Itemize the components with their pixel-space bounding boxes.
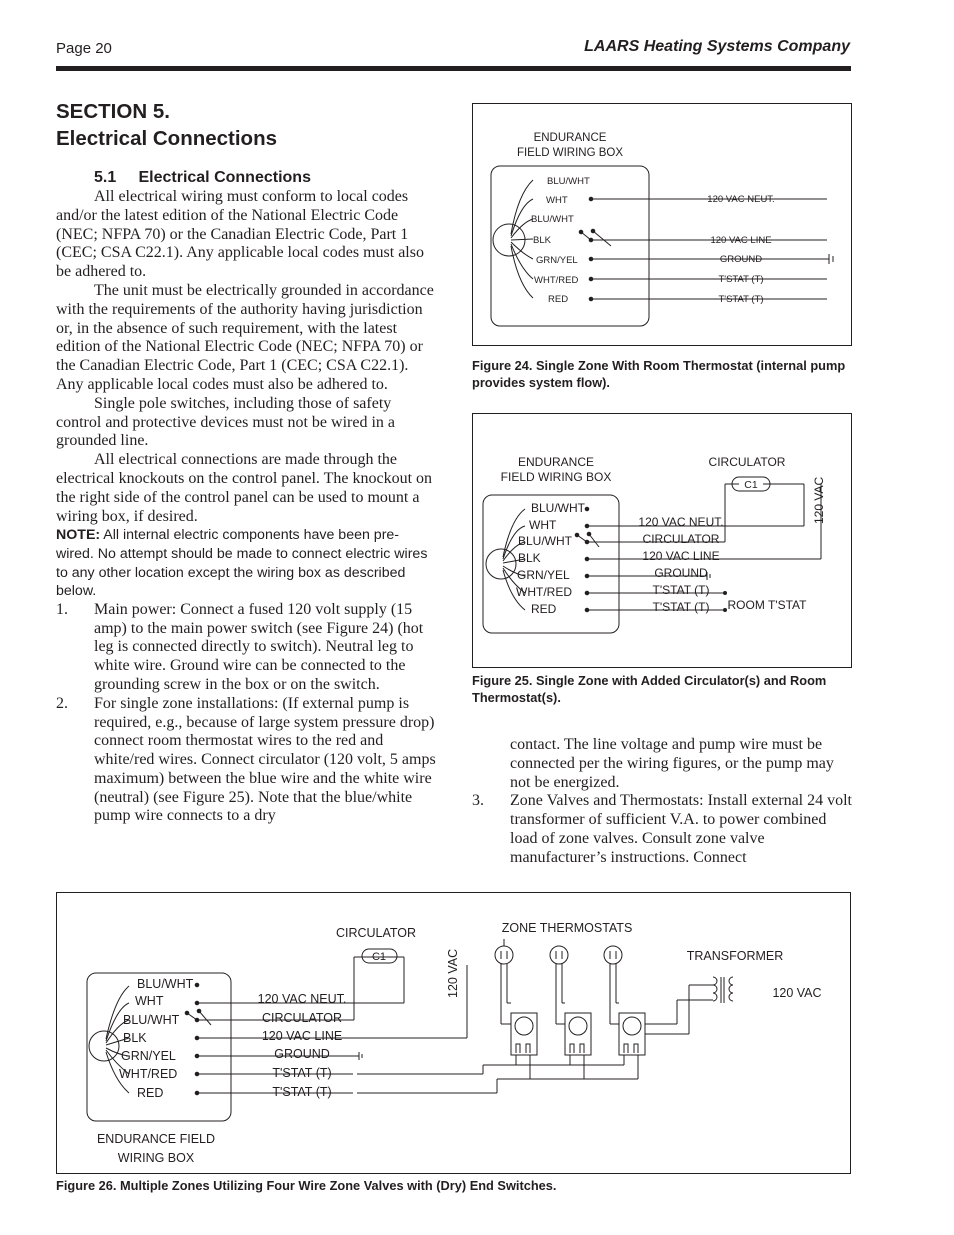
paragraph-knockouts: All electrical connections are made through the electrical knockouts on the control panel. The knockout on the right side of the control panel can be used to mount a wiring box, if desired. <box>56 451 433 525</box>
fig26-zone-thermostats-title: ZONE THERMOSTATS <box>501 921 633 935</box>
list-item-text: contact. The line voltage and pump wire must be connected per the wiring figures, or the pump may not be energized. <box>510 736 834 791</box>
fig24-terminals <box>579 197 833 301</box>
fig26-c1: C1 <box>371 951 387 963</box>
note <box>56 526 436 600</box>
fig26-label-circulator: CIRCULATOR <box>261 1011 343 1025</box>
fig25-wire-5: GRN/YEL <box>517 568 570 582</box>
fig26-label-tstat-1: T'STAT (T) <box>272 1066 332 1080</box>
fig25-wire-6: WHT/RED <box>516 585 572 599</box>
section-name: Electrical Connections <box>56 127 278 150</box>
fig25-grommet <box>486 549 516 579</box>
fig24-wire-4: BLK <box>533 235 551 246</box>
fig24-wire-harness <box>511 180 533 298</box>
figure-26-box <box>56 892 851 1174</box>
fig24-wire-3: BLU/WHT <box>531 214 574 225</box>
figure-26-diagram <box>57 893 850 1173</box>
fig25-room-tstat: ROOM T'STAT <box>727 598 807 612</box>
figure-24-diagram <box>473 104 851 345</box>
list-item-text: Zone Valves and Thermostats: Install external 24 volt transformer of sufficient V.A. to power combined load of zone valves. Consult zone valve manufacturer’s instructions. Connect <box>510 792 852 866</box>
list-item-text: For single zone installations: (If external pump is required, e.g., because of large system pressure drop) connect room thermostat wires to the red and white/red wires. Connect circulator (120 volt, 5 amps maximum) between the blue wire and the white wire (neutral) (see Figure 25). Note that the blue/white pump wire connects to a dry <box>94 694 436 825</box>
fig24-wire-5: GRN/YEL <box>536 255 578 266</box>
figure-25-caption: Figure 25. Single Zone with Added Circulator(s) and Room Thermostat(s). <box>472 673 827 705</box>
fig24-wire-6: WHT/RED <box>534 275 579 286</box>
fig24-wire-2: WHT <box>546 195 568 206</box>
list-item <box>56 695 436 827</box>
fig25-label-neutral: 120 VAC NEUT. <box>638 515 724 529</box>
fig26-circulator-title: CIRCULATOR <box>335 926 417 940</box>
fig26-wire-6: WHT/RED <box>119 1067 178 1081</box>
fig25-box-title-2: FIELD WIRING BOX <box>500 470 612 484</box>
section-title <box>56 98 277 152</box>
fig24-wire-1: BLU/WHT <box>547 176 590 187</box>
note-text: All internal electric components have been pre-wired. No attempt should be made to connect electric wires to any other location except the wiring box as described below. <box>56 527 428 600</box>
fig26-grommet <box>89 1031 119 1061</box>
list-item-number: 1. <box>56 600 68 618</box>
fig24-label-neutral: 120 VAC NEUT. <box>707 194 775 205</box>
fig25-c1: C1 <box>744 479 758 491</box>
section-number: SECTION 5. <box>56 100 170 123</box>
fig26-zone-wiring <box>357 939 707 1093</box>
fig26-box-title-2: WIRING BOX <box>117 1151 195 1165</box>
list-item <box>56 601 436 695</box>
fig25-circulator-symbol <box>732 477 804 491</box>
paragraph-grounding: The unit must be electrically grounded in accordance with the requirements of the authority having jurisdiction or, in the absence of such requirement, with the latest edition of the National Electric Code (NEC; NFPA 70) or the Canadian Electric Code, Part 1 (CEC; CSA C22.1). Any applicable local codes must also be adhered to. <box>56 281 434 393</box>
fig24-label-tstat-2: T'STAT (T) <box>718 294 764 305</box>
fig26-label-neutral: 120 VAC NEUT. <box>257 992 347 1006</box>
fig26-transformer-title: TRANSFORMER <box>686 949 784 963</box>
list-item-number: 3. <box>472 792 484 810</box>
list-item-continuation <box>472 736 852 792</box>
paragraph-codes: All electrical wiring must conform to local codes and/or the latest edition of the National Electric Code (NEC; NFPA 70) or the Canadian Electric Code, Part 1 (CEC; CSA C22.1). Any applicable local codes must also be adhered to. <box>56 188 424 281</box>
note-label: NOTE: <box>56 527 101 544</box>
figure-25-diagram <box>473 414 851 667</box>
fig25-label-circulator: CIRCULATOR <box>642 532 720 546</box>
fig26-box-title-1: ENDURANCE FIELD <box>96 1132 216 1146</box>
fig26-label-ground: GROUND <box>274 1047 330 1061</box>
fig26-zone-thermostat-symbols <box>495 946 622 1024</box>
fig26-wire-3: BLU/WHT <box>123 1013 180 1027</box>
fig25-circulator-title: CIRCULATOR <box>708 455 786 469</box>
paragraph-switches: Single pole switches, including those of safety control and protective devices must not be wired in a grounded line. <box>56 394 396 450</box>
list-item-number: 2. <box>56 694 68 712</box>
figure-26-caption: Figure 26. Multiple Zones Utilizing Four Wire Zone Valves with (Dry) End Switches. <box>56 1178 557 1193</box>
list-item <box>472 792 852 867</box>
fig24-label-line: 120 VAC LINE <box>710 235 772 246</box>
header-rule <box>56 66 851 71</box>
fig25-wire-4: BLK <box>518 551 541 565</box>
fig26-wire-7: RED <box>137 1086 164 1100</box>
subsection-heading: 5.1 Electrical Connections <box>94 169 311 186</box>
fig25-wire-2: WHT <box>529 518 557 532</box>
figure-24-box <box>472 103 852 346</box>
fig24-box-title-2: FIELD WIRING BOX <box>516 147 624 159</box>
fig25-wire-3: BLU/WHT <box>518 534 572 548</box>
fig26-label-tstat-2: T'STAT (T) <box>272 1085 332 1099</box>
fig26-zone-valves <box>511 1013 645 1055</box>
fig26-wire-5: GRN/YEL <box>121 1049 176 1063</box>
fig25-label-tstat-1: T'STAT (T) <box>652 583 710 597</box>
fig26-transformer-symbol <box>707 977 733 1003</box>
fig25-label-tstat-2: T'STAT (T) <box>652 600 710 614</box>
list-item-text: Main power: Connect a fused 120 volt supply (15 amp) to the main power switch (see Figure 24) (hot leg is connected directly to switch). Neutral leg to white wire. Ground wire can be connected to the grounding screw in the box or on the switch. <box>94 600 424 693</box>
fig26-wire-2: WHT <box>135 994 164 1008</box>
fig26-vac-vertical: 120 VAC <box>446 948 460 998</box>
fig25-label-ground: GROUND <box>654 566 708 580</box>
fig26-vac: 120 VAC <box>772 986 822 1000</box>
fig24-label-tstat-1: T'STAT (T) <box>718 274 764 285</box>
fig25-label-line: 120 VAC LINE <box>642 549 720 563</box>
left-column <box>56 188 436 826</box>
fig25-vac: 120 VAC <box>812 476 826 524</box>
fig26-label-line: 120 VAC LINE <box>261 1029 343 1043</box>
fig24-box-title-1: ENDURANCE <box>533 132 607 144</box>
fig26-wire-1: BLU/WHT <box>137 977 194 991</box>
figure-24-caption: Figure 24. Single Zone With Room Thermostat (internal pump provides system flow). <box>472 358 846 390</box>
fig25-box-title-1: ENDURANCE <box>517 455 595 469</box>
figure-25-box <box>472 413 852 668</box>
fig25-wire-1: BLU/WHT <box>531 501 585 515</box>
fig25-wire-7: RED <box>531 602 557 616</box>
right-column <box>472 736 852 868</box>
fig24-label-ground: GROUND <box>719 254 763 265</box>
fig26-wire-4: BLK <box>123 1031 147 1045</box>
company-name: LAARS Heating Systems Company <box>584 38 850 55</box>
fig24-wire-7: RED <box>548 294 569 305</box>
page-number: Page 20 <box>56 40 112 57</box>
